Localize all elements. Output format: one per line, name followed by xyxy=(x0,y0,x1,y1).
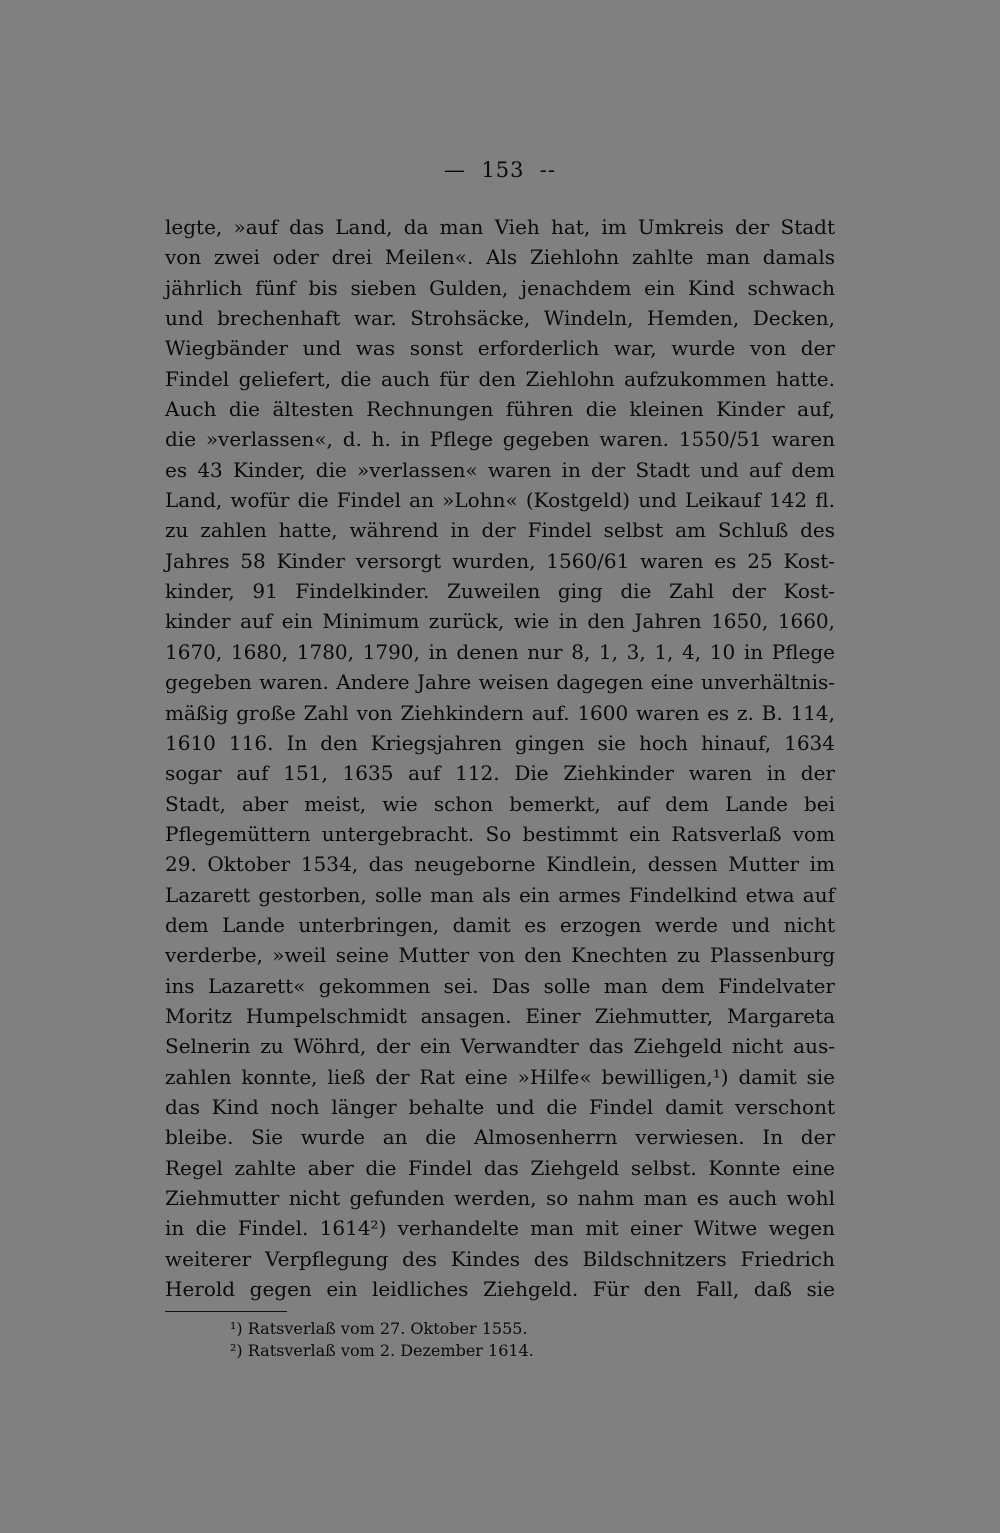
text-line: Wiegbänder und was sonst erforderlich war, wurde von der xyxy=(165,336,835,361)
text-line: Pflegemüttern untergebracht. So bestimmt ein Ratsverlaß vom xyxy=(165,821,835,846)
text-line: weiterer Verpflegung des Kindes des Bildschnitzers Friedrich xyxy=(165,1246,835,1271)
text-line: von zwei oder drei Meilen«. Als Ziehlohn zahlte man damals xyxy=(165,245,835,270)
body-text xyxy=(165,212,835,1304)
page-number: — 153 -- xyxy=(444,158,556,182)
text-line: bleibe. Sie wurde an die Almosenherrn verwiesen. In der xyxy=(165,1125,835,1150)
text-line: ins Lazarett« gekommen sei. Das solle man dem Findelvater xyxy=(165,973,835,998)
text-line: Herold gegen ein leidliches Ziehgeld. Für den Fall, daß sie xyxy=(165,1277,835,1302)
text-line: Stadt, aber meist, wie schon bemerkt, auf dem Lande bei xyxy=(165,791,835,816)
text-line: Auch die ältesten Rechnungen führen die kleinen Kinder auf, xyxy=(165,397,835,422)
text-line: und brechenhaft war. Strohsäcke, Windeln, Hemden, Decken, xyxy=(165,306,835,331)
footnote-1: ¹) Ratsverlaß vom 27. Oktober 1555. xyxy=(230,1319,528,1338)
text-line: Ziehmutter nicht gefunden werden, so nahm man es auch wohl xyxy=(165,1186,835,1210)
text-line: kinder, 91 Findelkinder. Zuweilen ging die Zahl der Kost- xyxy=(165,579,835,604)
text-line: Jahres 58 Kinder versorgt wurden, 1560/61 waren es 25 Kost- xyxy=(165,548,835,573)
text-line: die »verlassen«, d. h. in Pflege gegeben waren. 1550/51 waren xyxy=(165,427,835,452)
text-line: 29. Oktober 1534, das neugeborne Kindlein, dessen Mutter im xyxy=(165,852,835,877)
footnotes xyxy=(230,1318,630,1362)
footnote-2: ²) Ratsverlaß vom 2. Dezember 1614. xyxy=(230,1341,534,1360)
text-line: es 43 Kinder, die »verlassen« waren in der Stadt und auf dem xyxy=(165,457,835,482)
text-line: Land, wofür die Findel an »Lohn« (Kostgeld) und Leikauf 142 fl. xyxy=(165,488,835,513)
text-line: 1670, 1680, 1780, 1790, in denen nur 8, 1, 3, 1, 4, 10 in Pflege xyxy=(165,639,835,664)
text-line: jährlich fünf bis sieben Gulden, jenachdem ein Kind schwach xyxy=(165,275,835,300)
text-line: Findel geliefert, die auch für den Ziehlohn aufzukommen hatte. xyxy=(165,366,835,391)
text-line: mäßig große Zahl von Ziehkindern auf. 1600 waren es z. B. 114, xyxy=(165,700,835,725)
text-line: Regel zahlte aber die Findel das Ziehgeld selbst. Konnte eine xyxy=(165,1155,835,1180)
text-line: in die Findel. 1614²) verhandelte man mit einer Witwe wegen xyxy=(165,1216,835,1241)
text-line: 1610 116. In den Kriegsjahren gingen sie hoch hinauf, 1634 xyxy=(165,730,835,755)
text-line: Selnerin zu Wöhrd, der ein Verwandter das Ziehgeld nicht aus- xyxy=(165,1034,835,1059)
text-line: sogar auf 151, 1635 auf 112. Die Ziehkinder waren in der xyxy=(165,761,835,786)
text-line: zu zahlen hatte, während in der Findel selbst am Schluß des xyxy=(165,518,835,543)
text-line: gegeben waren. Andere Jahre weisen dagegen eine unverhältnis- xyxy=(165,670,835,695)
text-line: Moritz Humpelschmidt ansagen. Einer Ziehmutter, Margareta xyxy=(165,1003,835,1028)
text-line: dem Lande unterbringen, damit es erzogen werde und nicht xyxy=(165,912,835,937)
text-line: kinder auf ein Minimum zurück, wie in den Jahren 1650, 1660, xyxy=(165,609,835,634)
text-line: Lazarett gestorben, solle man als ein armes Findelkind etwa auf xyxy=(165,882,835,907)
text-line: legte, »auf das Land, da man Vieh hat, im Umkreis der Stadt xyxy=(165,215,835,239)
text-line: zahlen konnte, ließ der Rat eine »Hilfe« bewilligen,¹) damit sie xyxy=(165,1064,835,1089)
text-line: das Kind noch länger behalte und die Findel damit verschont xyxy=(165,1094,835,1119)
footnote-separator xyxy=(165,1311,287,1312)
text-line: verderbe, »weil seine Mutter von den Knechten zu Plassenburg xyxy=(165,943,835,968)
